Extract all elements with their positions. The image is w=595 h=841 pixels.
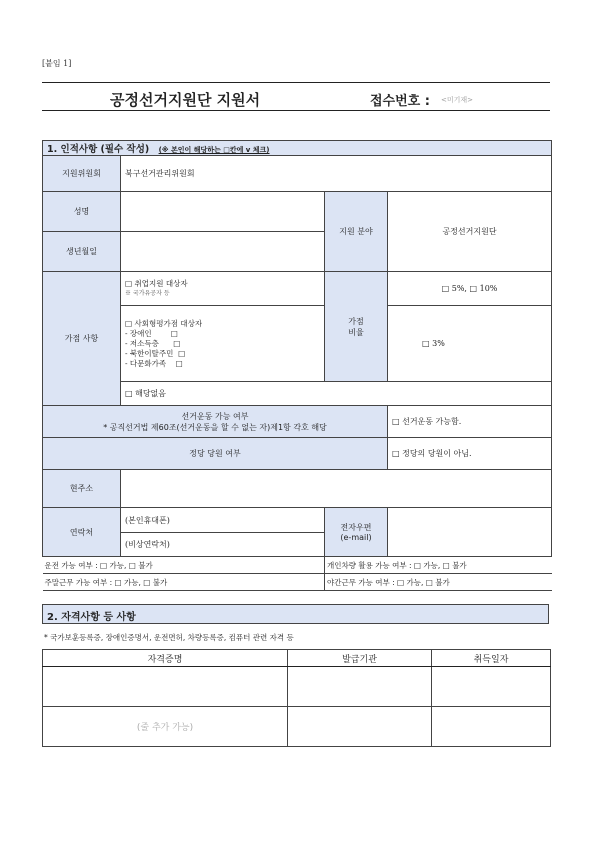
header-bottom-rule xyxy=(42,110,550,111)
receipt-number-label: 접수번호 : xyxy=(370,94,430,109)
bonus-employment-note: ※ 국가유공자 등 xyxy=(125,289,170,297)
section1-note: (※ 본인이 해당하는 □칸에 v 체크) xyxy=(158,146,270,154)
qualification-header-date: 취득일자 xyxy=(432,650,551,667)
bonus-employment-option[interactable]: □ 취업지원 대상자 xyxy=(125,278,188,288)
campaign-question-line2: * 공직선거법 제60조(선거운동을 할 수 없는 자)제1항 각호 해당 xyxy=(103,422,327,432)
bonus-social-option[interactable]: □ 사회형평가점 대상자 xyxy=(125,318,203,328)
header-top-rule xyxy=(42,82,550,83)
emergency-field[interactable]: (비상연락처) xyxy=(121,533,325,557)
bonus-social-cell[interactable] xyxy=(121,306,325,382)
party-answer[interactable]: □ 정당의 당원이 아님. xyxy=(388,438,552,470)
party-question: 정당 당원 여부 xyxy=(43,438,388,470)
email-label xyxy=(325,508,388,557)
qualification-name-cell[interactable] xyxy=(43,667,288,707)
table-row xyxy=(43,667,551,707)
qualification-issuer-cell[interactable] xyxy=(288,707,432,747)
email-label-main: 전자우편 xyxy=(340,523,372,532)
bonus-employment-cell[interactable] xyxy=(121,272,325,306)
personal-info-table xyxy=(42,140,552,591)
mobile-field[interactable]: (본인휴대폰) xyxy=(121,508,325,533)
campaign-question xyxy=(43,406,388,438)
ratio-option-3[interactable]: □ 3% xyxy=(388,306,552,382)
attachment-label: [붙임 1] xyxy=(42,59,72,68)
bonus-social-sub-1[interactable]: - 장애인 □ xyxy=(125,328,178,338)
campaign-question-line1: 선거운동 가능 여부 xyxy=(181,411,249,421)
bonus-social-sub-4[interactable]: - 다문화가족 □ xyxy=(125,358,183,368)
section2-header: 2. 자격사항 등 사항 xyxy=(42,604,549,624)
car-availability[interactable]: 개인차량 활용 가능 여부 : □ 가능, □ 불가 xyxy=(325,557,552,574)
qualification-header-name: 자격증명 xyxy=(43,650,288,667)
birth-field[interactable] xyxy=(121,232,325,272)
section1-title: 1. 인적사항 (필수 작성) xyxy=(47,144,150,155)
field-value[interactable]: 공정선거지원단 xyxy=(388,192,552,272)
name-label: 성명 xyxy=(43,192,121,232)
address-label: 현주소 xyxy=(43,470,121,508)
document-title: 공정선거지원단 지원서 xyxy=(110,91,261,109)
qualification-date-cell[interactable] xyxy=(432,667,551,707)
bonus-ratio-label: 가점 비율 xyxy=(325,272,388,382)
campaign-answer[interactable]: □ 선거운동 가능함. xyxy=(388,406,552,438)
qualification-add-hint[interactable]: (줄 추가 가능) xyxy=(43,707,288,747)
qualification-table xyxy=(42,649,551,747)
field-label: 지원 분야 xyxy=(325,192,388,272)
availability-row-2 xyxy=(43,574,552,591)
email-field[interactable] xyxy=(388,508,552,557)
qualification-date-cell[interactable] xyxy=(432,707,551,747)
bonus-social-sub-3[interactable]: - 북한이탈주민 □ xyxy=(125,348,186,358)
committee-value[interactable]: 북구선거관리위원회 xyxy=(121,156,552,192)
bonus-label: 가점 사항 xyxy=(43,272,121,406)
drive-availability[interactable]: 운전 가능 여부 : □ 가능, □ 불가 xyxy=(43,557,325,574)
receipt-number-placeholder[interactable]: <미기재> xyxy=(441,96,474,104)
table-row xyxy=(43,707,551,747)
qualification-issuer-cell[interactable] xyxy=(288,667,432,707)
weekend-availability[interactable]: 주말근무 가능 여부 : □ 가능, □ 불가 xyxy=(43,574,325,591)
birth-label: 생년월일 xyxy=(43,232,121,272)
qualification-header-issuer: 발급기관 xyxy=(288,650,432,667)
name-field[interactable] xyxy=(121,192,325,232)
email-label-sub: (e-mail) xyxy=(340,533,372,542)
address-field[interactable] xyxy=(121,470,552,508)
bonus-none-option[interactable]: □ 해당없음 xyxy=(121,382,552,406)
ratio-option-5-10[interactable]: □ 5%, □ 10% xyxy=(388,272,552,306)
availability-row-1 xyxy=(43,557,552,574)
committee-label: 지원위원회 xyxy=(43,156,121,192)
bonus-social-sub-2[interactable]: - 저소득층 □ xyxy=(125,338,181,348)
section1-header xyxy=(43,141,552,156)
section2-note: * 국가보훈등록증, 장애인증명서, 운전면허, 차량등록증, 컴퓨터 관련 자격 등 xyxy=(44,633,294,642)
night-availability[interactable]: 야간근무 가능 여부 : □ 가능, □ 불가 xyxy=(325,574,552,591)
contact-label: 연락처 xyxy=(43,508,121,557)
